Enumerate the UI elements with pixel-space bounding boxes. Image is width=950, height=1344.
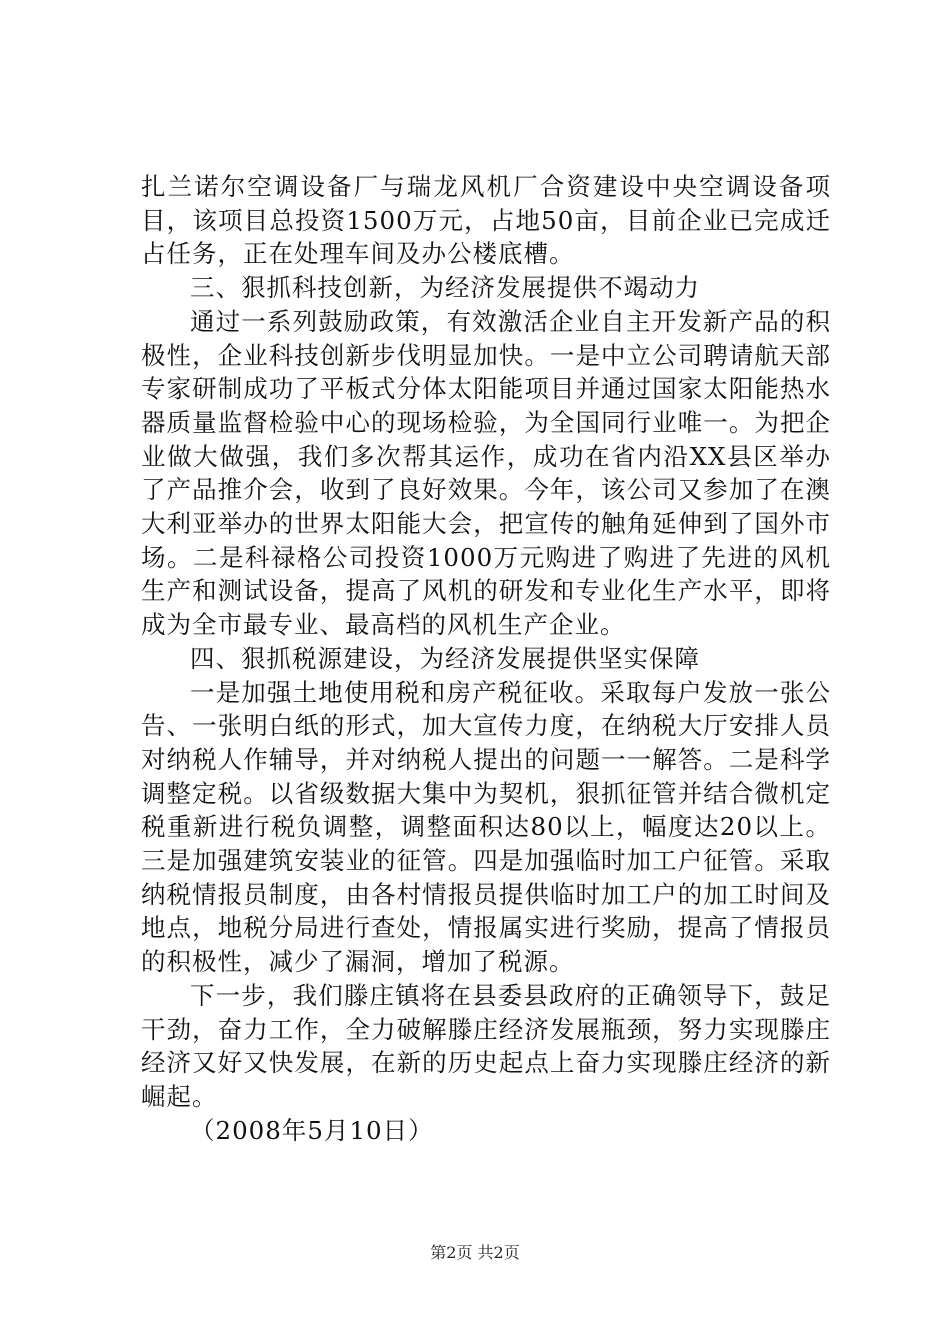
paragraph-tech-innovation: 通过一系列鼓励政策，有效激活企业自主开发新产品的积极性，企业科技创新步伐明显加快。一是中立公司聘请航天部专家研制成功了平板式分体太阳能项目并通过国家太阳能热水器质量监督检验中心的现场检验，为全国同行业唯一。为把企业做大做强，我们多次帮其运作，成功在省内沿XX县区举办了产品推介会，收到了良好效果。今年，该公司又参加了在澳大利亚举办的世界太阳能大会，把宣传的触角延伸到了国外市场。二是科禄格公司投资1000万元购进了购进了先进的风机生产和测试设备，提高了风机的研发和专业化生产水平，即将成为全市最专业、最高档的风机生产企业。: [141, 306, 831, 640]
paragraph-continuation: 扎兰诺尔空调设备厂与瑞龙风机厂合资建设中央空调设备项目，该项目总投资1500万元，占地50亩，目前企业已完成迁占任务，正在处理车间及办公楼底槽。: [141, 172, 831, 269]
section-heading-four: 四、狠抓税源建设，为经济发展提供坚实保障: [190, 643, 700, 673]
section-heading-three: 三、狠抓科技创新，为经济发展提供不竭动力: [190, 273, 700, 303]
paragraph-tax-source: 一是加强土地使用税和房产税征收。采取每户发放一张公告、一张明白纸的形式，加大宣传力度，在纳税大厅安排人员对纳税人作辅导，并对纳税人提出的问题一一解答。二是科学调整定税。以省级数据大集中为契机，狠抓征管并结合微机定税重新进行税负调整，调整面积达80以上，幅度达20以上。三是加强建筑安装业的征管。四是加强临时加工户征管。采取纳税情报员制度，由各村情报员提供临时加工户的加工时间及地点，地税分局进行查处，情报属实进行奖励，提高了情报员的积极性，减少了漏洞，增加了税源。: [141, 677, 831, 977]
document-body: [141, 170, 831, 1147]
document-date: （2008年5月10日）: [190, 1115, 434, 1145]
page-footer: 第2页 共2页: [430, 1243, 520, 1262]
paragraph-next-steps: 下一步，我们滕庄镇将在县委县政府的正确领导下，鼓足干劲，奋力工作，全力破解滕庄经济发展瓶颈，努力实现滕庄经济又好又快发展，在新的历史起点上奋力实现滕庄经济的新崛起。: [141, 980, 831, 1111]
